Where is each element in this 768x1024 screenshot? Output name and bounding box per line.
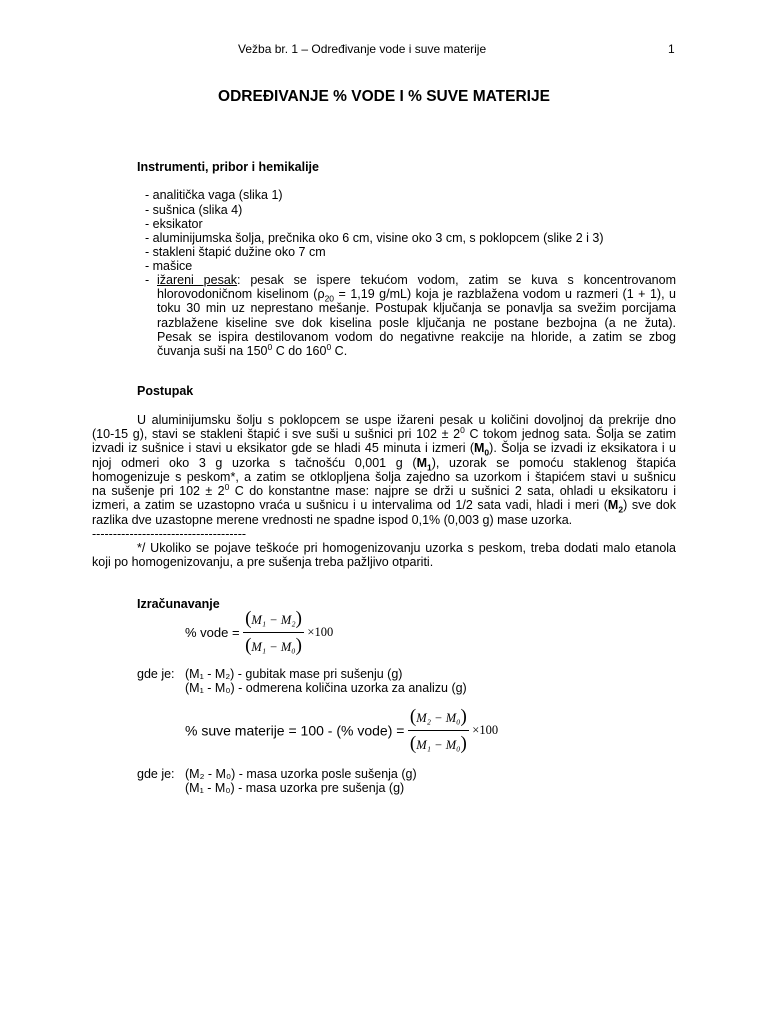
sand-line: toku 30 min uz neprestano mešanje. Postupak ključanja se ponavlja sa svežim porcijama (157, 301, 676, 315)
sand-line: hlorovodoničnom kiselinom ($\rho_{20} = 1,19$ g/mL) koja je razblažena vodom u razmeri (1 + 1), u (157, 287, 677, 304)
paragraph-line: razlika dve uzastopne merene vrednosti ne spadne ispod 0,1% (0,003 g) mase uzorka. (92, 513, 573, 527)
sand-line: razblažene kiseline sve dok kiselina posle ključanja ne postane bezbojna (a ne žuta). (157, 316, 676, 330)
sand-line: Pesak se ispira destilovanom vodom do negativne reakcije na hloride, a zatim se zbog (157, 330, 676, 344)
section-heading-procedure: Postupak (137, 384, 194, 398)
section-heading-instruments: Instrumenti, pribor i hemikalije (137, 160, 319, 174)
footnote-separator: ------------------------------------- (92, 527, 247, 541)
formula-dry-matter (185, 706, 498, 755)
running-header: Vežba br. 1 – Određivanje vode i suve materije (238, 42, 487, 56)
paragraph-line: U aluminijumsku šolju s poklopcem se uspe ižareni pesak u količini dovoljnoj da prekrije dno (137, 413, 676, 427)
paragraph-line: njoj odmeri oko 3 g uzorka s tačnošću 0,001 g $(M_1)$, uzorak se pomoću staklenog štapića (92, 456, 676, 473)
where-line: (M₁ - M₀) - masa uzorka pre sušenja (g) (185, 781, 405, 795)
list-item: - sušnica (slika 4) (145, 203, 243, 217)
formula-water (185, 608, 333, 657)
where-label: gde je: (137, 667, 175, 681)
where-line: (M₁ - M₀) - odmerena količina uzorka za analizu (g) (185, 681, 467, 695)
where-line: (M₁ - M₂) - gubitak mase pri sušenju (g) (185, 667, 403, 681)
page-number: 1 (668, 42, 675, 56)
list-item: - eksikator (145, 217, 203, 231)
list-item: - analitička vaga (slika 1) (145, 188, 283, 202)
paragraph-line: izvadi iz sušnice i stavi u eksikator gde se hladi 45 minuta i izmeri $(M_0)$. Šolja se izvadi iz eksikatora i u (92, 441, 676, 458)
formula-multiplier: ×100 (472, 723, 499, 737)
paragraph-line: na sušenje pri $102 \pm 2^0$ C do konstantne mase: najpre se drži u sušnici 2 sata, ohladi u eksikatoru i (92, 481, 676, 498)
sand-line: ižareni pesak: pesak se ispere tekućom vodom, zatim se kuva s koncentrovanom (157, 273, 676, 287)
paragraph-line: (10-15 g), stavi se stakleni štapić i sve suši u sušnici pri $102 \pm 2^0$ C tokom jednog sata. Šolja se zatim (92, 424, 676, 441)
footnote-line: */ Ukoliko se pojave teškoće pri homogenizovanju uzorka s peskom, treba dodati malo etanola (137, 541, 676, 555)
list-item: - stakleni štapić dužine oko 7 cm (145, 245, 326, 259)
paragraph-line: izmeri, a zatim se uzastopno vraća u sušnicu i u intervalima od 1/2 sata vadi, hladi i meri $(M_2)$ sve dok (92, 498, 676, 515)
formula-multiplier: ×100 (307, 625, 334, 639)
footnote-line: koji po homogenizovanju, a pre sušenja treba pažljivo otpariti. (92, 555, 434, 569)
section-heading-calculation: Izračunavanje (137, 597, 220, 611)
list-item: - mašice (145, 259, 193, 273)
formula-lhs: % suve materije = 100 - (% vode) = (185, 722, 405, 739)
formula-fraction: $\frac{\text{(M₂ − M₀)}}{\text{(M₁ − M₀)}}$ (409, 706, 467, 754)
sand-line: čuvanja suši na $150^0$ C do $160^0$ C. (157, 341, 348, 358)
formula-lhs: % vode = (185, 625, 240, 640)
formula-fraction: $\frac{\text{(M₁ − M₂)}}{\text{(M₁ − M₀)}}$ (245, 608, 302, 656)
list-item: - aluminijumska šolja, prečnika oko 6 cm, visine oko 3 cm, s poklopcem (slike 2 i 3) (145, 231, 604, 245)
where-label: gde je: (137, 767, 175, 781)
paragraph-line: homogenizuje s peskom*, a zatim se otklopljena šolja zajedno sa uzorkom i štapićem stavi u sušnicu (92, 470, 676, 484)
where-line: (M₂ - M₀) - masa uzorka posle sušenja (g) (185, 767, 417, 781)
page-title: ODREĐIVANJE % VODE I % SUVE MATERIJE (218, 88, 550, 105)
